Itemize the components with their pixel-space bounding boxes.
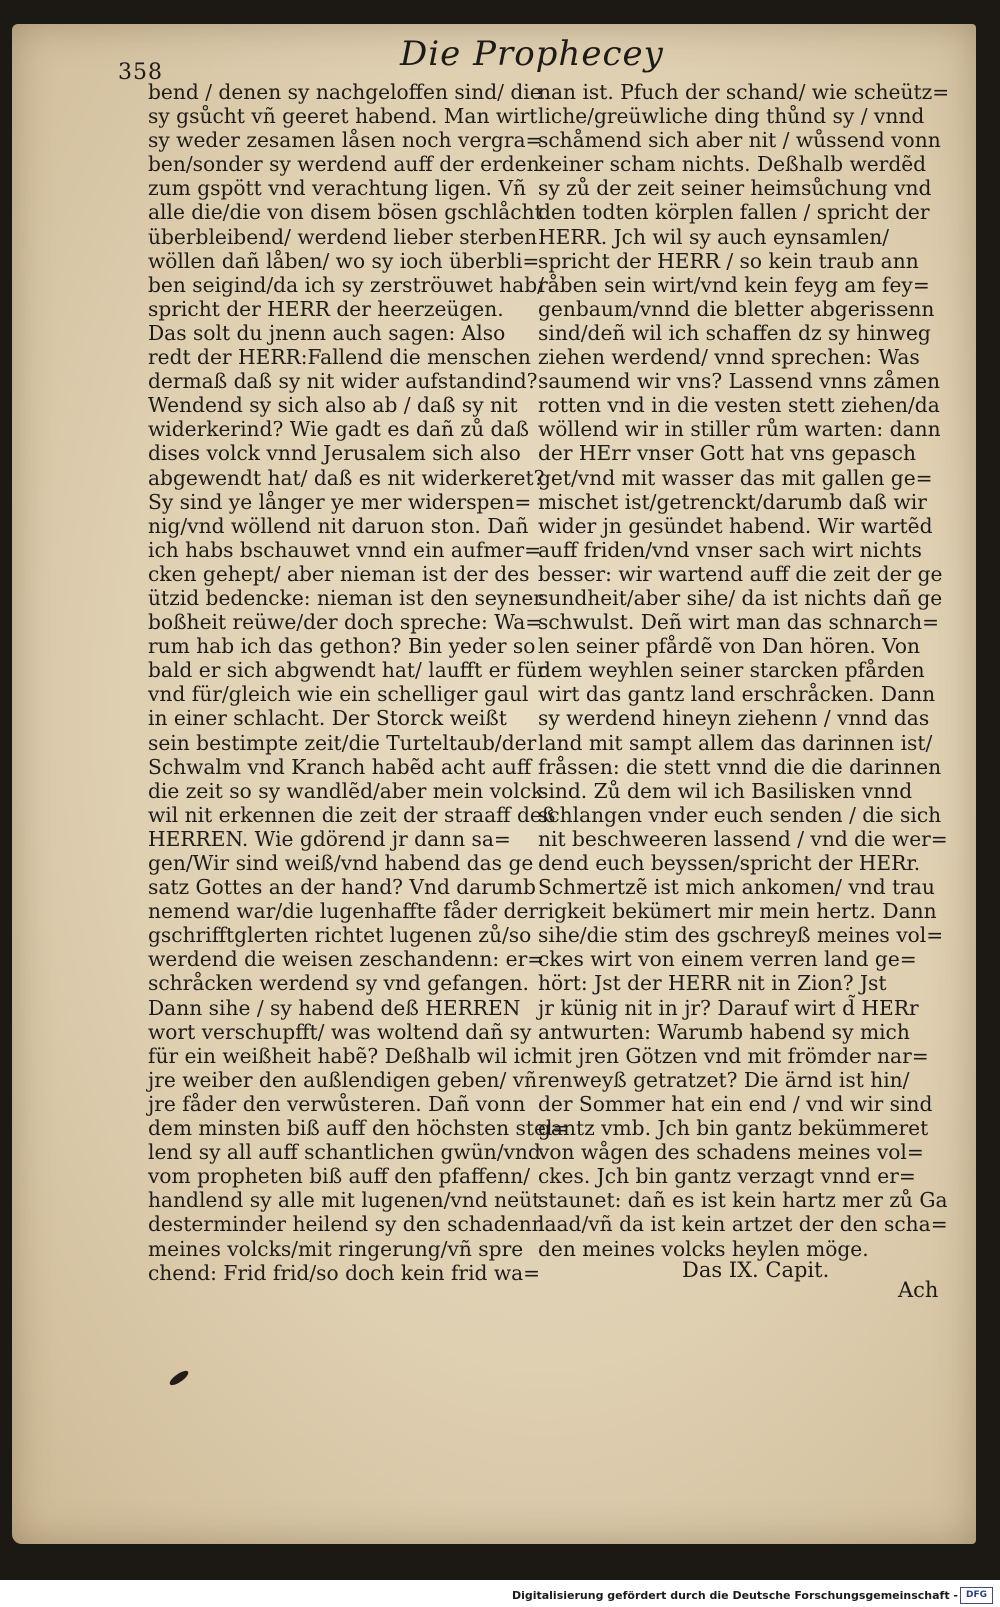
text-line: ützid bedencke: nieman ist den seyner (148, 585, 543, 610)
text-line: sy werdend hineyn ziehenn / vnnd das (538, 706, 930, 731)
text-line: in einer schlacht. Der Storck weißt (148, 706, 507, 731)
text-line: der HErr vnser Gott hat vns gepasch (538, 441, 916, 466)
text-line: gantz vmb. Jch bin gantz bekümmeret (538, 1116, 929, 1141)
text-line: nig/vnd wöllend nit daruon ston. Dañ (148, 513, 529, 538)
catchword: Ach (898, 1278, 939, 1302)
text-line: wil nit erkennen die zeit der straaff deß (148, 802, 556, 827)
text-line: sundheit/aber sihe/ da ist nichts dañ ge (538, 585, 943, 610)
text-line: dem minsten biß auff den höchsten stel= (148, 1116, 570, 1141)
text-line: jre fåder den verwůsteren. Dañ vonn (148, 1091, 526, 1116)
text-line: sein bestimpte zeit/die Turteltaub/der (148, 730, 537, 755)
text-line: widerkerind? Wie gadt es dañ zů daß (148, 417, 529, 442)
text-line: fråssen: die stett vnnd die die darinnen (538, 754, 942, 779)
text-line: laad/vñ da ist kein artzet der den scha= (538, 1212, 948, 1237)
text-line: nit beschweeren lassend / vnd die wer= (538, 826, 948, 851)
text-line: jr künig nit in jr? Darauf wirt d̃ HERr (538, 995, 919, 1020)
text-line: vnd für/gleich wie ein schelliger gaul (148, 682, 529, 707)
text-line: auff friden/vnd vnser sach wirt nichts (538, 537, 922, 562)
text-line: rigkeit bekümert mir mein hertz. Dann (538, 899, 937, 924)
text-line: ziehen werdend/ vnnd sprechen: Was (538, 345, 920, 370)
text-line: Das solt du jnenn auch sagen: Also (148, 320, 506, 345)
text-line: werdend die weisen zeschandenn: er= (148, 947, 545, 972)
running-title: Die Prophecey (400, 34, 664, 74)
text-line: ckes. Jch bin gantz verzagt vnnd er= (538, 1164, 916, 1189)
text-line: den meines volcks heylen möge. (538, 1236, 869, 1261)
text-line: gschrifftglerten richtet lugenen zů/so (148, 923, 532, 948)
text-line: dend euch beyssen/spricht der HERr. (538, 851, 921, 875)
text-line: keiner scham nichts. Deßhalb werdẽd (538, 152, 927, 177)
text-line: wirt das gantz land erschråcken. Dann (538, 682, 936, 707)
text-line: rum hab ich das gethon? Bin yeder so (148, 634, 536, 659)
text-line: gen/Wir sind weiß/vnd habend das ge (148, 851, 534, 875)
text-line: Schwalm vnd Kranch habẽd acht auff (148, 754, 532, 779)
text-line: wort verschupfft/ was woltend dañ sy (148, 1019, 532, 1044)
text-line: desterminder heilend sy den schadenn (148, 1212, 545, 1237)
text-line: bald er sich abgwendt hat/ laufft er für (148, 658, 547, 683)
text-line: besser: wir wartend auff die zeit der ge (538, 561, 943, 586)
text-line: spricht der HERR / so kein traub ann (538, 248, 919, 273)
text-line: liche/greüwliche ding thůnd sy / vnnd (538, 104, 925, 129)
text-line: überbleibend/ werdend lieber sterben (148, 224, 538, 249)
dfg-logo-icon: DFG (960, 1587, 993, 1604)
text-line: sy gsůcht vñ geeret habend. Man wirt (148, 104, 538, 129)
text-line: nemend war/die lugenhaffte fåder der (148, 899, 539, 924)
text-line: dermaß daß sy nit wider aufstandind? (148, 369, 538, 394)
text-line: wider jn gesündet habend. Wir wartẽd (538, 513, 933, 538)
text-line: ckes wirt von einem verren land ge= (538, 947, 917, 972)
text-line: Schmertzẽ ist mich ankomen/ vnd trau (538, 875, 935, 900)
text-line: ich habs bschauwet vnnd ein aufmer= (148, 537, 542, 562)
text-line: nan ist. Pfuch der schand/ wie scheütz= (538, 80, 950, 104)
text-line: abgewendt hat/ daß es nit widerkeret? (148, 465, 545, 490)
text-line: schåmend sich aber nit / wůssend vonn (538, 128, 941, 153)
text-line: sind. Zů dem wil ich Basilisken vnnd (538, 778, 913, 803)
text-line: saumend wir vns? Lassend vnns zåmen (538, 369, 941, 394)
text-line: land mit sampt allem das darinnen ist/ (538, 730, 933, 755)
text-line: schråcken werdend sy vnd gefangen. (148, 971, 529, 996)
text-line: Sy sind ye långer ye mer widerspen= (148, 489, 532, 514)
text-line: chend: Frid frid/so doch kein frid wa= (148, 1260, 541, 1285)
text-line: jre weiber den außlendigen geben/ vñ (148, 1067, 538, 1092)
text-line: handlend sy alle mit lugenen/vnd neüt (148, 1188, 541, 1213)
text-line: sind/deñ wil ich schaffen dz sy hinweg (538, 320, 931, 345)
text-line: dises volck vnnd Jerusalem sich also (148, 441, 521, 466)
text-line: Wendend sy sich also ab / daß sy nit (148, 393, 518, 418)
text-line: ben/sonder sy werdend auff der erden (148, 152, 540, 177)
text-line: von wågen des schadens meines vol= (538, 1140, 924, 1165)
text-line: renweyß getratzet? Die ärnd ist hin/ (538, 1067, 910, 1092)
text-line: sihe/die stim des gschreyß meines vol= (538, 923, 944, 948)
text-line: zum gspött vnd verachtung ligen. Vñ (148, 176, 526, 201)
text-line: ben seigind/da ich sy zerströuwet hab/ (148, 272, 544, 297)
text-line: vom propheten biß auff den pfaffenn/ (148, 1164, 531, 1189)
text-line: der Sommer hat ein end / vnd wir sind (538, 1091, 933, 1116)
text-line: len seiner pfårdẽ von Dan hören. Von (538, 634, 921, 659)
text-line: spricht der HERR der heerzeügen. (148, 296, 504, 321)
text-line: råben sein wirt/vnd kein feyg am fey= (538, 272, 930, 297)
text-line: cken gehept/ aber nieman ist der des (148, 561, 530, 586)
text-line: staunet: dañ es ist kein hartz mer zů Ga (538, 1188, 948, 1213)
text-line: mit jren Götzen vnd mit frömder nar= (538, 1043, 929, 1068)
text-line: redt der HERR:Fallend die menschen (148, 345, 531, 370)
text-line: mischet ist/getrenckt/darumb daß wir (538, 489, 927, 514)
text-line: satz Gottes an der hand? Vnd darumb (148, 875, 536, 900)
text-line: alle die/die von disem bösen gschlåcht (148, 200, 543, 225)
page-number: 358 (118, 60, 163, 85)
text-line: schwulst. Deñ wirt man das schnarch= (538, 610, 940, 635)
text-line: HERREN. Wie gdörend jr dann sa= (148, 826, 511, 851)
text-line: für ein weißheit habẽ? Deßhalb wil ich (148, 1043, 545, 1068)
text-line: lend sy all auff schantlichen gwün/vnd (148, 1140, 541, 1165)
text-line: bend / denen sy nachgeloffen sind/ die (148, 80, 542, 104)
text-line: meines volcks/mit ringerung/vñ spre (148, 1236, 524, 1261)
footer-credit: Digitalisierung gefördert durch die Deutsche Forschungsgemeinschaft - (511, 1589, 958, 1602)
left-text-column (148, 80, 569, 1285)
text-line: boßheit reüwe/der doch spreche: Wa= (148, 610, 543, 635)
text-line: die zeit so sy wandlẽd/aber mein volck (148, 778, 544, 803)
right-text-column (538, 80, 949, 1261)
text-line: genbaum/vnnd die bletter abgerissenn (538, 296, 935, 321)
text-line: get/vnd mit wasser das mit gallen ge= (538, 465, 933, 490)
text-line: sy zů der zeit seiner heimsůchung vnd (538, 176, 932, 201)
text-line: dem weyhlen seiner starcken pfården (538, 658, 925, 683)
text-line: den todten körplen fallen / spricht der (538, 200, 930, 225)
text-line: sy weder zesamen låsen noch vergra= (148, 128, 543, 153)
text-line: schlangen vnder euch senden / die sich (538, 802, 942, 827)
text-line: rotten vnd in die vesten stett ziehen/da (538, 393, 940, 418)
text-line: wöllen dañ låben/ wo sy ioch überbli= (148, 248, 540, 273)
text-line: hört: Jst der HERR nit in Zion? Jst (538, 971, 887, 996)
text-line: Dann sihe / sy habend deß HERREN (148, 995, 521, 1020)
text-line: antwurten: Warumb habend sy mich (538, 1019, 910, 1044)
text-line: HERR. Jch wil sy auch eynsamlen/ (538, 224, 890, 249)
text-line: wöllend wir in stiller rům warten: dann (538, 417, 941, 442)
chapter-heading: Das IX. Capit. (682, 1258, 830, 1282)
